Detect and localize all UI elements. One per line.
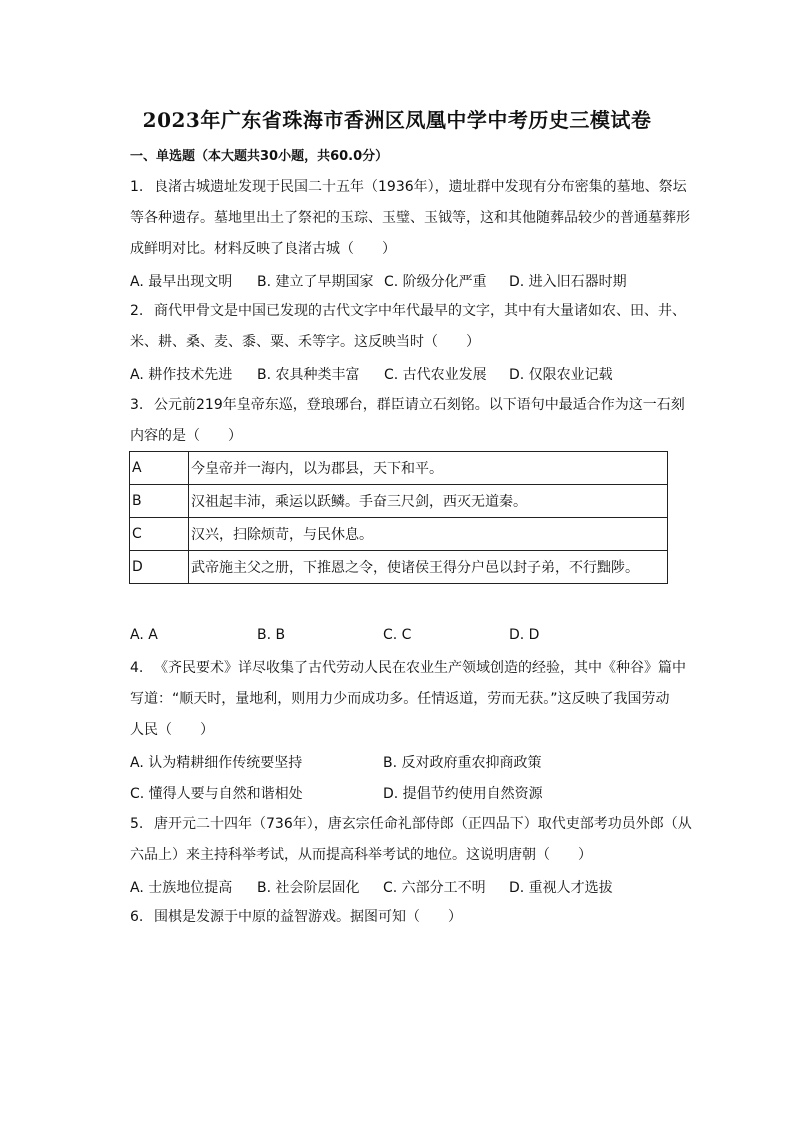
q3-line-2: 内容的是（ ） [130, 428, 242, 444]
q1-option-d[interactable]: D. 进入旧石器时期 [509, 274, 627, 290]
q3-option-d[interactable]: D. D [509, 627, 540, 643]
q1-number: 1. [130, 179, 144, 195]
q2-number: 2. [130, 303, 144, 319]
q5-number: 5. [130, 816, 144, 832]
table-cell-text: 今皇帝并一海内，以为郡县，天下和平。 [189, 452, 668, 485]
q3-number: 3. [130, 397, 144, 413]
q6-line-1: 6. 围棋是发源于中原的益智游戏。据图可知（ ） [130, 909, 462, 925]
q4-option-c[interactable]: C. 懂得人要与自然和谐相处 [130, 786, 303, 802]
table-cell-label: A [130, 452, 189, 485]
table-cell-text: 汉兴，扫除烦苛，与民休息。 [189, 518, 668, 551]
q3-options-table [129, 451, 668, 584]
q2-option-c[interactable]: C. 古代农业发展 [384, 367, 487, 383]
q3-option-c[interactable]: C. C [383, 627, 412, 643]
q1-line-2: 等各种遗存。墓地里出土了祭祀的玉琮、玉璧、玉钺等，这和其他随葬品较少的普通墓葬形 [130, 210, 690, 226]
q3-option-a[interactable]: A. A [130, 627, 158, 643]
q2-line-1: 2. 商代甲骨文是中国已发现的古代文字中年代最早的文字，其中有大量诸如农、田、井、 [130, 303, 686, 319]
q4-number: 4. [130, 660, 144, 676]
q1-line-3: 成鲜明对比。材料反映了良渚古城（ ） [130, 241, 396, 257]
table-row [130, 551, 668, 584]
q4-line-3: 人民（ ） [130, 722, 214, 738]
q5-option-a[interactable]: A. 士族地位提高 [130, 880, 233, 896]
q4-option-d[interactable]: D. 提倡节约使用自然资源 [383, 786, 543, 802]
q3-line-1: 3. 公元前219年皇帝东巡，登琅琊台，群臣请立石刻铭。以下语句中最适合作为这一石刻 [130, 397, 685, 413]
q1-option-c[interactable]: C. 阶级分化严重 [384, 274, 487, 290]
q6-number: 6. [130, 909, 144, 925]
q5-line-2: 六品上）来主持科举考试，从而提高科举考试的地位。这说明唐朝（ ） [130, 847, 592, 863]
q5-option-b[interactable]: B. 社会阶层固化 [257, 880, 360, 896]
q2-option-a[interactable]: A. 耕作技术先进 [130, 367, 233, 383]
q2-option-d[interactable]: D. 仅限农业记载 [509, 367, 613, 383]
q4-line-2: 写道：“顺天时，量地利，则用力少而成功多。任情返道，劳而无获。”这反映了我国劳动 [130, 691, 670, 707]
q4-line-1: 4. 《齐民要术》详尽收集了古代劳动人民在农业生产领域创造的经验，其中《种谷》篇中 [130, 660, 686, 676]
exam-title: 2023年广东省珠海市香洲区凤凰中学中考历史三模试卷 [142, 108, 652, 132]
q3-option-b[interactable]: B. B [257, 627, 286, 643]
table-cell-text: 武帝施主父之册，下推恩之令，使诸侯王得分户邑以封子弟，不行黜陟。 [189, 551, 668, 584]
q1-option-b[interactable]: B. 建立了早期国家 [257, 274, 374, 290]
q4-option-a[interactable]: A. 认为精耕细作传统要坚持 [130, 755, 303, 771]
q2-line-2: 米、耕、桑、麦、黍、粟、禾等字。这反映当时（ ） [130, 334, 480, 350]
q5-option-c[interactable]: C. 六部分工不明 [383, 880, 486, 896]
table-cell-label: D [130, 551, 189, 584]
table-cell-label: C [130, 518, 189, 551]
table-cell-text: 汉祖起丰沛，乘运以跃鳞。手奋三尺剑，西灭无道秦。 [189, 485, 668, 518]
q1-line-1: 1. 良渚古城遗址发现于民国二十五年（1936年），遗址群中发现有分布密集的墓地、祭坛 [130, 179, 687, 195]
table-row [130, 485, 668, 518]
q2-option-b[interactable]: B. 农具种类丰富 [257, 367, 360, 383]
q4-option-b[interactable]: B. 反对政府重农抑商政策 [383, 755, 542, 771]
q1-option-a[interactable]: A. 最早出现文明 [130, 274, 233, 290]
q5-line-1: 5. 唐开元二十四年（736年），唐玄宗任命礼部侍郎（正四品下）取代吏部考功员外郎（从 [130, 816, 692, 832]
table-row [130, 452, 668, 485]
table-row [130, 518, 668, 551]
table-cell-label: B [130, 485, 189, 518]
q5-option-d[interactable]: D. 重视人才选拔 [509, 880, 613, 896]
section-heading: 一、单选题（本大题共30小题，共60.0分） [130, 149, 389, 164]
